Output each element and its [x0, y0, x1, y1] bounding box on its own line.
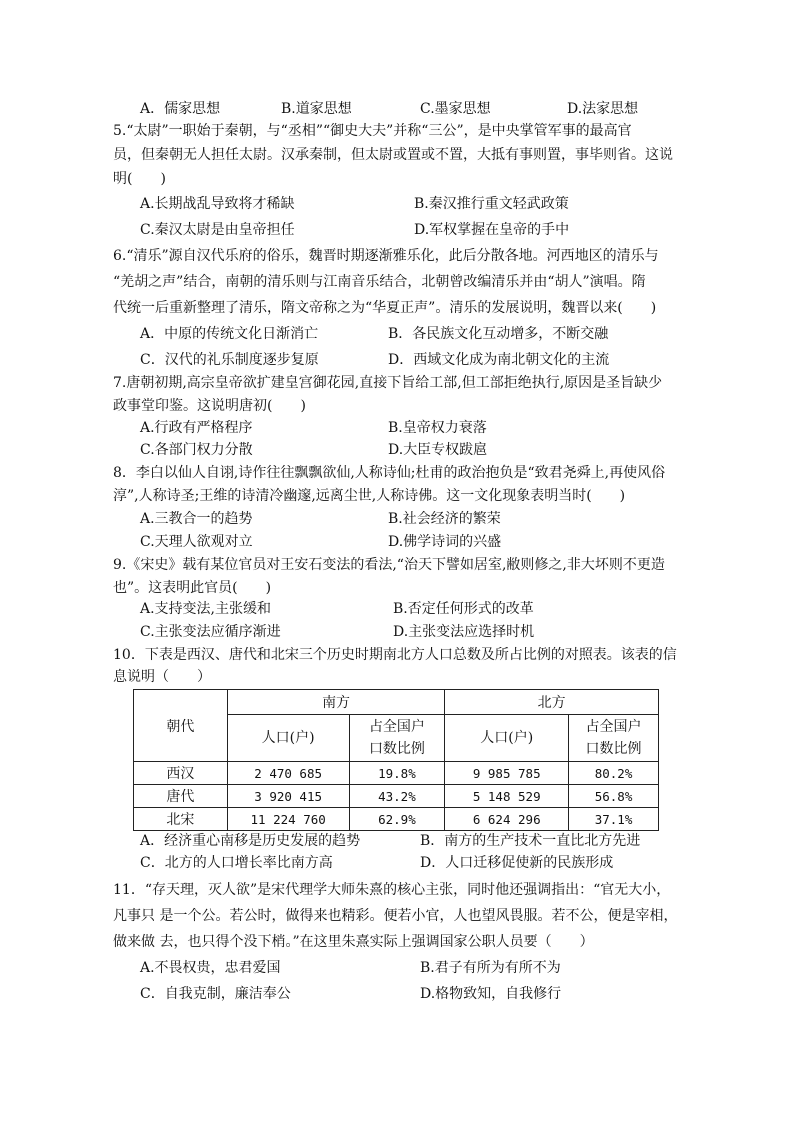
q8-stem-line: 淳”,人称诗圣;王维的诗清冷幽邃,远离尘世,人称诗佛。这一文化现象表明当时( ) [113, 488, 626, 504]
q6-option-d: D．西域文化成为南北朝文化的主流 [388, 352, 610, 368]
north-pop-cell: 9 985 785 [445, 762, 569, 785]
q7-stem-line: 7.唐朝初期,高宗皇帝欲扩建皇宫御花园,直接下旨给工部,但工部拒绝执行,原因是圣旨缺少 [113, 375, 663, 391]
q9-option-d: D.主张变法应选择时机 [393, 624, 535, 640]
table-row [134, 762, 659, 785]
q10-option-d: D．人口迁移促使新的民族形成 [420, 855, 614, 871]
q10-option-c: C．北方的人口增长率比南方高 [140, 855, 333, 871]
q10-stem-line: 10．下表是西汉、唐代和北宋三个历史时期南北方人口总数及所占比例的对照表。该表的信 [113, 647, 677, 663]
q11-option-c: C．自我克制，廉洁奉公 [140, 986, 291, 1002]
q5-stem-line: 5.“太尉”一职始于秦朝，与“丞相”“御史大夫”并称“三公”，是中央掌管军事的最高官 [113, 123, 632, 139]
q7-option-c: C.各部门权力分散 [140, 442, 253, 458]
north-ratio-cell: 56.8% [569, 785, 659, 808]
q11-stem-line: 做来做 去，也只得个没下梢。”在这里朱熹实际上强调国家公职人员要（ ） [113, 934, 594, 950]
south-ratio-cell: 19.8% [349, 762, 445, 785]
table-row [134, 785, 659, 808]
dynasty-cell: 北宋 [134, 808, 228, 831]
q6-option-a: A．中原的传统文化日渐消亡 [140, 326, 319, 342]
q10-option-b: B．南方的生产技术一直比北方先进 [420, 833, 641, 849]
q4-option-c: C.墨家思想 [420, 101, 491, 117]
north-pop-cell: 6 624 296 [445, 808, 569, 831]
q5-option-b: B.秦汉推行重文轻武政策 [414, 196, 569, 212]
q11-stem-line: 凡事只 是一个公。若公时，做得来也精彩。便若小官，人也望风畏服。若不公，便是宰相， [113, 908, 678, 924]
q6-stem-line: 6.“清乐”源自汉代乐府的俗乐，魏晋时期逐渐雅乐化，此后分散各地。河西地区的清乐与 [113, 248, 659, 264]
dynasty-header: 朝代 [134, 690, 228, 762]
q5-option-d: D.军权掌握在皇帝的手中 [414, 222, 570, 238]
north-header: 北方 [445, 690, 659, 715]
north-ratio-cell: 80.2% [569, 762, 659, 785]
north-ratio-cell: 37.1% [569, 808, 659, 831]
q7-stem-line: 政事堂印鉴。这说明唐初( ) [113, 398, 306, 414]
q11-option-a: A.不畏权贵，忠君爱国 [140, 960, 281, 976]
table-row [134, 808, 659, 831]
q6-stem-line: 代统一后重新整理了清乐，隋文帝称之为“华夏正声”。清乐的发展说明，魏晋以来( ) [113, 300, 657, 316]
q10-stem-line: 息说明（ ） [113, 669, 211, 685]
population-table [133, 689, 659, 831]
q4-option-a: A．儒家思想 [140, 101, 221, 117]
q8-stem-line: 8．李白以仙人自诩,诗作往往飘飘欲仙,人称诗仙;杜甫的政治抱负是“致君尧舜上,再使风俗 [113, 465, 666, 481]
north-pop-cell: 5 148 529 [445, 785, 569, 808]
south-pop-cell: 11 224 760 [227, 808, 349, 831]
q11-option-d: D.格物致知，自我修行 [420, 986, 562, 1002]
q4-option-d: D.法家思想 [567, 101, 639, 117]
south-pop-header: 人口(户) [227, 715, 349, 762]
north-ratio-header: 占全国户 口数比例 [569, 715, 659, 762]
dynasty-cell: 西汉 [134, 762, 228, 785]
q9-option-a: A.支持变法,主张缓和 [140, 601, 272, 617]
q8-option-c: C.天理人欲观对立 [140, 534, 253, 550]
south-ratio-cell: 43.2% [349, 785, 445, 808]
q7-option-b: B.皇帝权力衰落 [388, 420, 487, 436]
q6-stem-line: “羌胡之声”结合，南朝的清乐则与江南音乐结合，北朝曾改编清乐并由“胡人”演唱。隋 [113, 274, 646, 290]
q7-option-a: A.行政有严格程序 [140, 420, 253, 436]
dynasty-cell: 唐代 [134, 785, 228, 808]
q5-stem-line: 明( ) [113, 171, 166, 187]
q5-option-a: A.长期战乱导致将才稀缺 [140, 196, 295, 212]
south-pop-cell: 2 470 685 [227, 762, 349, 785]
south-pop-cell: 3 920 415 [227, 785, 349, 808]
south-header: 南方 [227, 690, 445, 715]
q7-option-d: D.大臣专权跋扈 [388, 442, 488, 458]
q6-option-b: B．各民族文化互动增多，不断交融 [388, 326, 609, 342]
q4-option-b: B.道家思想 [281, 101, 352, 117]
q9-stem-line: 也”。这表明此官员( ) [113, 580, 272, 596]
q5-stem-line: 员，但秦朝无人担任太尉。汉承秦制，但太尉或置或不置，大抵有事则置，事毕则省。这说 [113, 147, 673, 163]
q11-stem-line: 11．“存天理，灭人欲”是宋代理学大师朱熹的核心主张，同时他还强调指出：“官无大小， [113, 882, 671, 898]
q6-option-c: C．汉代的礼乐制度逐步复原 [140, 352, 319, 368]
q9-option-c: C.主张变法应循序渐进 [140, 624, 281, 640]
south-ratio-header: 占全国户 口数比例 [349, 715, 445, 762]
north-pop-header: 人口(户) [445, 715, 569, 762]
q9-option-b: B.否定任何形式的改革 [393, 601, 534, 617]
q8-option-d: D.佛学诗词的兴盛 [388, 534, 502, 550]
q11-option-b: B.君子有所为有所不为 [420, 960, 561, 976]
q8-option-a: A.三教合一的趋势 [140, 511, 253, 527]
q8-option-b: B.社会经济的繁荣 [388, 511, 501, 527]
q5-option-c: C.秦汉太尉是由皇帝担任 [140, 222, 295, 238]
q10-option-a: A．经济重心南移是历史发展的趋势 [140, 833, 361, 849]
q9-stem-line: 9.《宋史》载有某位官员对王安石变法的看法,“治天下譬如居室,敝则修之,非大坏则不更造 [113, 557, 665, 573]
south-ratio-cell: 62.9% [349, 808, 445, 831]
